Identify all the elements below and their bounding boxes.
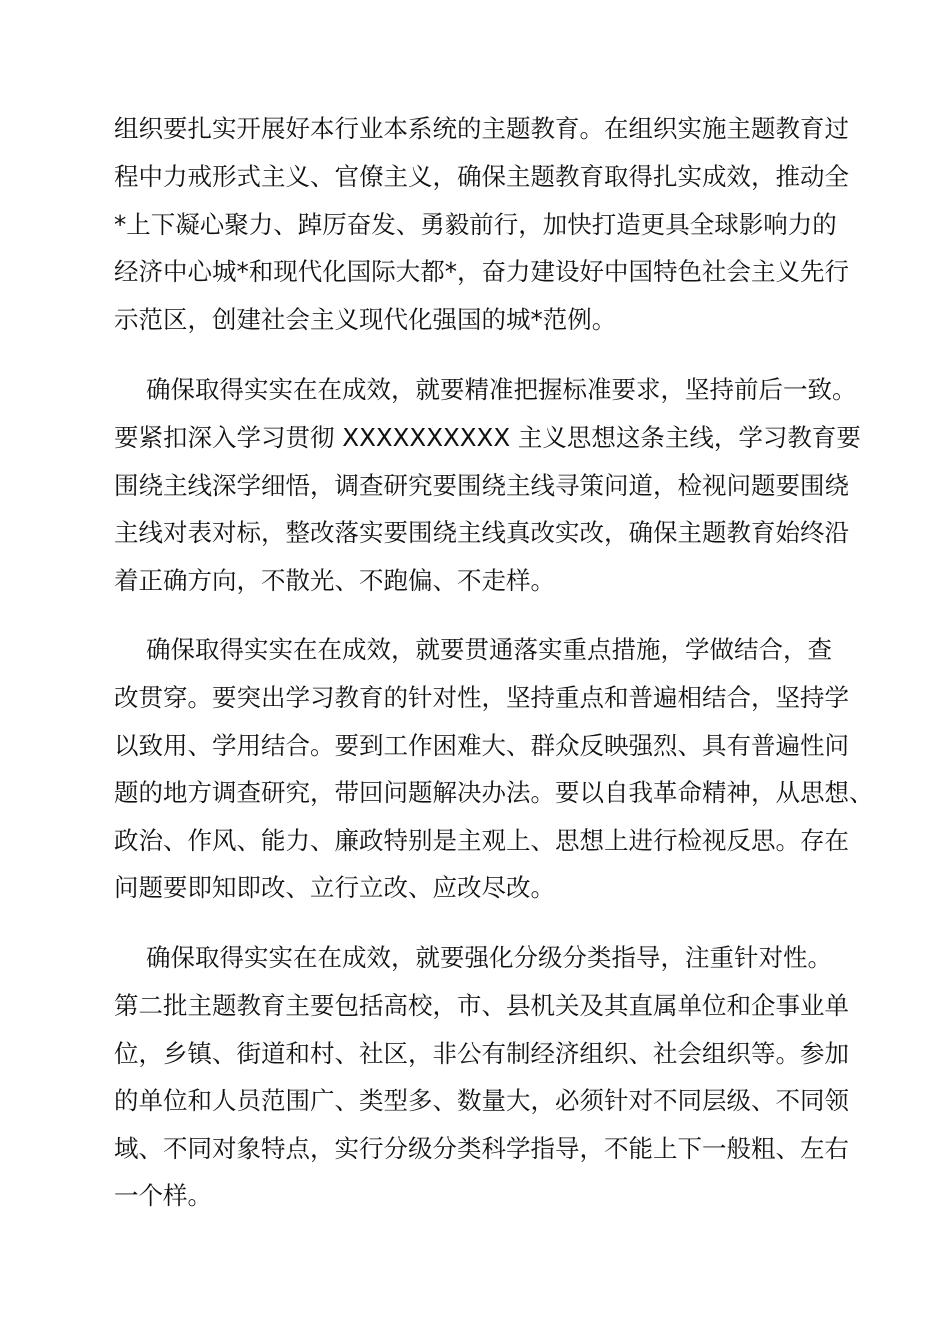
paragraph-2-line-2: 要紧扣深入学习贯彻 XXXXXXXXXX 主义思想这条主线，学习教育要: [114, 423, 861, 452]
paragraph-4-line-1: 确保取得实实在在成效，就要强化分级分类指导，注重针对性。: [146, 943, 832, 972]
paragraph-2-line-5: 着正确方向，不散光、不跑偏、不走样。: [114, 566, 555, 595]
paragraph-3-line-3: 以致用、学用结合。要到工作困难大、群众反映强烈、具有普遍性问: [114, 731, 849, 760]
paragraph-4-line-5: 域、不同对象特点，实行分级分类科学指导，不能上下一般粗、左右: [114, 1134, 849, 1163]
paragraph-1-line-3: *上下凝心聚力、踔厉奋发、勇毅前行，加快打造更具全球影响力的: [114, 210, 837, 239]
paragraph-3-line-4: 题的地方调查研究，带回问题解决办法。要以自我革命精神，从思想、: [114, 778, 874, 807]
paragraph-1-line-1: 组织要扎实开展好本行业本系统的主题教育。在组织实施主题教育过: [114, 114, 849, 143]
paragraph-3-line-6: 问题要即知即改、立行立改、应改尽改。: [114, 873, 555, 902]
paragraph-2-line-3: 围绕主线深学细悟，调查研究要围绕主线寻策问道，检视问题要围绕: [114, 471, 849, 500]
paragraph-1-line-4: 经济中心城*和现代化国际大都*，奋力建设好中国特色社会主义先行: [114, 257, 849, 286]
paragraph-4-line-3: 位，乡镇、街道和村、社区，非公有制经济组织、社会组织等。参加: [114, 1039, 849, 1068]
paragraph-2-line-4: 主线对表对标，整改落实要围绕主线真改实改，确保主题教育始终沿: [114, 518, 849, 547]
paragraph-4-line-2: 第二批主题教育主要包括高校，市、县机关及其直属单位和企事业单: [114, 991, 849, 1020]
paragraph-3-line-5: 政治、作风、能力、廉政特别是主观上、思想上进行检视反思。存在: [114, 826, 849, 855]
paragraph-1-line-2: 程中力戒形式主义、官僚主义，确保主题教育取得扎实成效，推动全: [114, 162, 849, 191]
paragraph-3-line-2: 改贯穿。要突出学习教育的针对性，坚持重点和普遍相结合，坚持学: [114, 683, 849, 712]
paragraph-1-line-5: 示范区，创建社会主义现代化强国的城*范例。: [114, 305, 617, 334]
paragraph-4-line-4: 的单位和人员范围广、类型多、数量大，必须针对不同层级、不同领: [114, 1086, 849, 1115]
paragraph-2-line-1: 确保取得实实在在成效，就要精准把握标准要求，坚持前后一致。: [146, 375, 857, 404]
paragraph-3-line-1: 确保取得实实在在成效，就要贯通落实重点措施，学做结合，查: [146, 635, 832, 664]
paragraph-4-line-6: 一个样。: [114, 1181, 212, 1210]
